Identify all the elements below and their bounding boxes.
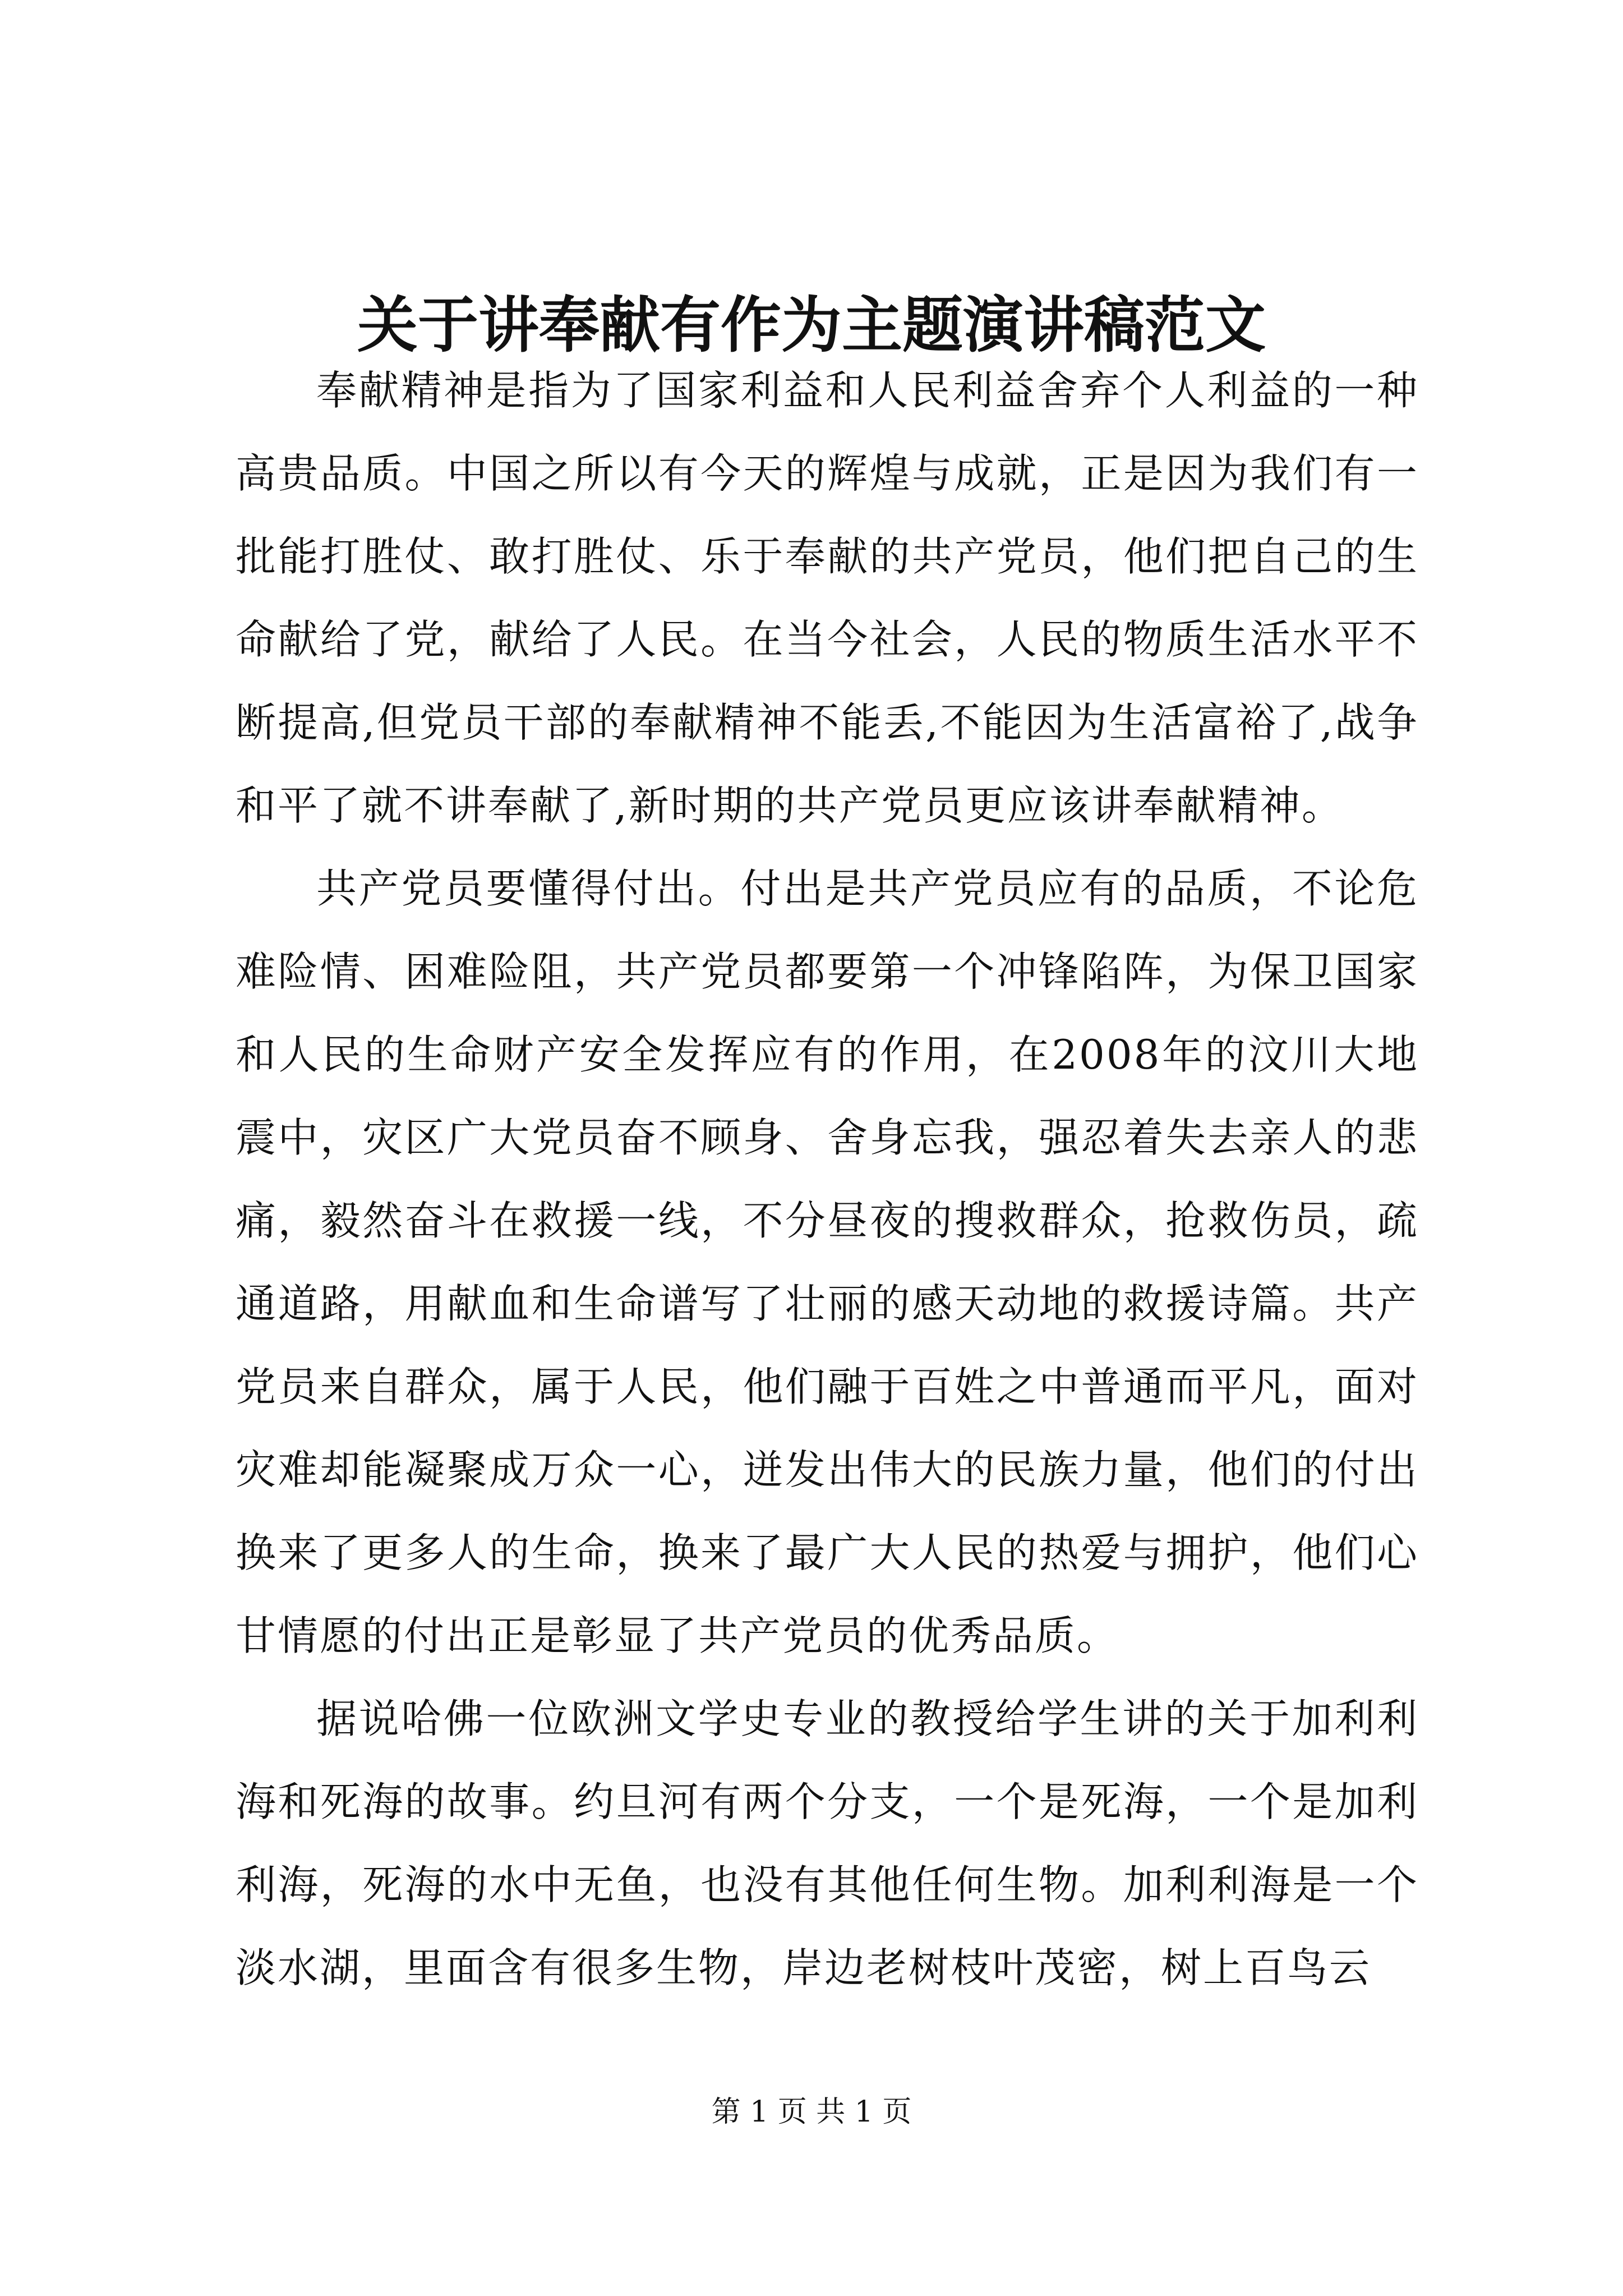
page-footer: 第 1 页 共 1 页 [711,2095,912,2129]
paragraph-1: 奉献精神是指为了国家利益和人民利益舍弃个人利益的一种高贵品质。中国之所以有今天的辉煌与成就，正是因为我们有一批能打胜仗、敢打胜仗、乐于奉献的共产党员，他们把自己的生命献给了党，献给了人民。在当今社会，人民的物质生活水平不断提高,但党员干部的奉献精神不能丢,不能因为生活富裕了,战争和平了就不讲奉献了,新时期的共产党员更应该讲奉献精神。 [236,367,1419,829]
paragraph-2: 共产党员要懂得付出。付出是共产党员应有的品质，不论危难险情、困难险阻，共产党员都要第一个冲锋陷阵，为保卫国家和人民的生命财产安全发挥应有的作用，在2008年的汶川大地震中，灾区广大党员奋不顾身、舍身忘我，强忍着失去亲人的悲痛，毅然奋斗在救援一线，不分昼夜的搜救群众，抢救伤员，疏通道路，用献血和生命谱写了壮丽的感天动地的救援诗篇。共产党员来自群众，属于人民，他们融于百姓之中普通而平凡，面对灾难却能凝聚成万众一心，迸发出伟大的民族力量，他们的付出换来了更多人的生命，换来了最广大人民的热爱与拥护，他们心甘情愿的付出正是彰显了共产党员的优秀品质。 [236,865,1419,1659]
document-title: 关于讲奉献有作为主题演讲稿范文 [357,290,1266,361]
document-body [236,349,1419,2009]
paragraph-3: 据说哈佛一位欧洲文学史专业的教授给学生讲的关于加利利海和死海的故事。约旦河有两个分支，一个是死海，一个是加利利海，死海的水中无鱼，也没有其他任何生物。加利利海是一个淡水湖，里面含有很多生物，岸边老树枝叶茂密，树上百鸟云 [236,1695,1419,1991]
